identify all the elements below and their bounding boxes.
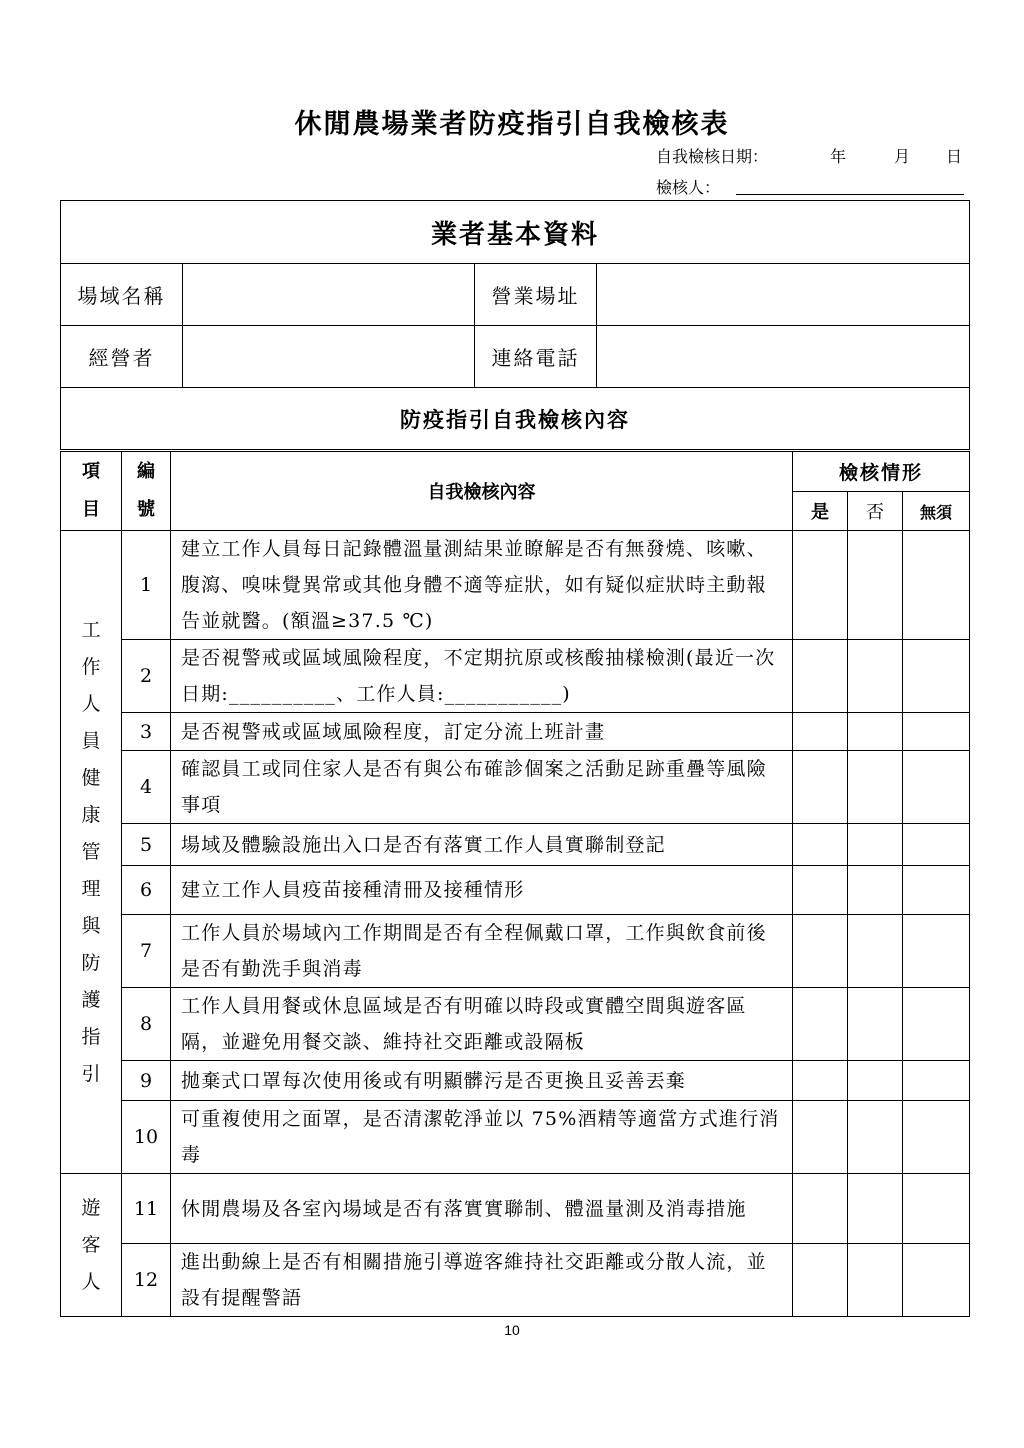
header-na: 無須 xyxy=(903,492,970,531)
field-name-label: 場域名稱 xyxy=(61,264,183,326)
date-day: 日 xyxy=(946,147,963,166)
category-char: 康 xyxy=(81,803,101,826)
category-char: 客 xyxy=(81,1233,101,1256)
category-char: 作 xyxy=(81,655,101,678)
item-text: 是否視警戒或區域風險程度，不定期抗原或核酸抽樣檢測(最近一次日期:__________、工作人員:___________) xyxy=(171,640,793,713)
item-text: 確認員工或同住家人是否有與公布確診個案之活動足跡重疊等風險事項 xyxy=(171,751,793,824)
check-yes[interactable] xyxy=(793,751,848,824)
inspector-line xyxy=(656,175,720,198)
item-text: 建立工作人員每日記錄體溫量測結果並瞭解是否有無發燒、咳嗽、腹瀉、嗅味覺異常或其他身體不適等症狀，如有疑似症狀時主動報告並就醫。(額溫≥37.5 ℃) xyxy=(171,531,793,640)
header-item-char-2: 目 xyxy=(82,499,100,520)
check-yes[interactable] xyxy=(793,713,848,751)
check-na[interactable] xyxy=(903,751,970,824)
item-number: 7 xyxy=(122,915,171,988)
date-month: 月 xyxy=(894,147,911,166)
check-yes[interactable] xyxy=(793,1101,848,1174)
check-no[interactable] xyxy=(848,1174,903,1244)
date-label: 自我檢核日期： xyxy=(656,147,769,166)
check-no[interactable] xyxy=(848,751,903,824)
content-heading: 防疫指引自我檢核內容 xyxy=(61,388,970,450)
header-item-char-1: 項 xyxy=(82,461,100,482)
header-item xyxy=(61,452,122,531)
check-no[interactable] xyxy=(848,866,903,915)
inspector-signature-line[interactable] xyxy=(736,194,964,195)
item-number: 8 xyxy=(122,988,171,1061)
date-year: 年 xyxy=(830,147,847,166)
category-char: 指 xyxy=(81,1025,101,1048)
field-address-label: 營業場址 xyxy=(475,264,597,326)
header-no: 否 xyxy=(848,492,903,531)
check-no[interactable] xyxy=(848,531,903,640)
check-na[interactable] xyxy=(903,915,970,988)
check-no[interactable] xyxy=(848,915,903,988)
check-yes[interactable] xyxy=(793,1174,848,1244)
check-no[interactable] xyxy=(848,1101,903,1174)
check-na[interactable] xyxy=(903,1101,970,1174)
header-number xyxy=(122,452,171,531)
category-char: 遊 xyxy=(81,1196,101,1219)
item-number: 1 xyxy=(122,531,171,640)
basic-info-table xyxy=(60,200,970,450)
header-status: 檢核情形 xyxy=(793,452,970,492)
item-text: 拋棄式口罩每次使用後或有明顯髒污是否更換且妥善丟棄 xyxy=(171,1061,793,1101)
check-yes[interactable] xyxy=(793,1244,848,1317)
item-number: 2 xyxy=(122,640,171,713)
check-yes[interactable] xyxy=(793,640,848,713)
field-phone-label: 連絡電話 xyxy=(475,326,597,388)
category-char: 工 xyxy=(81,618,101,641)
item-number: 6 xyxy=(122,866,171,915)
check-no[interactable] xyxy=(848,713,903,751)
check-yes[interactable] xyxy=(793,1061,848,1101)
item-number: 9 xyxy=(122,1061,171,1101)
check-yes[interactable] xyxy=(793,915,848,988)
item-number: 5 xyxy=(122,824,171,866)
check-yes[interactable] xyxy=(793,531,848,640)
field-name-value[interactable] xyxy=(183,264,475,326)
check-na[interactable] xyxy=(903,1244,970,1317)
item-number: 10 xyxy=(122,1101,171,1174)
page-title: 休閒農場業者防疫指引自我檢核表 xyxy=(294,109,730,140)
check-na[interactable] xyxy=(903,866,970,915)
check-no[interactable] xyxy=(848,824,903,866)
check-yes[interactable] xyxy=(793,988,848,1061)
checklist-table xyxy=(60,451,970,1317)
check-no[interactable] xyxy=(848,1244,903,1317)
header-number-char-1: 編 xyxy=(137,461,155,482)
item-text: 工作人員於場域內工作期間是否有全程佩戴口罩，工作與飲食前後是否有勤洗手與消毒 xyxy=(171,915,793,988)
category-char: 理 xyxy=(81,877,101,900)
header-yes: 是 xyxy=(793,492,848,531)
basic-info-heading: 業者基本資料 xyxy=(61,201,970,264)
item-text: 休閒農場及各室內場域是否有落實實聯制、體溫量測及消毒措施 xyxy=(171,1174,793,1244)
check-yes[interactable] xyxy=(793,866,848,915)
category-char: 人 xyxy=(81,692,101,715)
field-operator-label: 經營者 xyxy=(61,326,183,388)
field-operator-value[interactable] xyxy=(183,326,475,388)
field-address-value[interactable] xyxy=(597,264,970,326)
header-content: 自我檢核內容 xyxy=(171,452,793,531)
category-char: 管 xyxy=(81,840,101,863)
item-text: 建立工作人員疫苗接種清冊及接種情形 xyxy=(171,866,793,915)
item-text: 工作人員用餐或休息區域是否有明確以時段或實體空間與遊客區隔，並避免用餐交談、維持社交距離或設隔板 xyxy=(171,988,793,1061)
field-phone-value[interactable] xyxy=(597,326,970,388)
check-na[interactable] xyxy=(903,824,970,866)
inspector-label: 檢核人： xyxy=(656,178,721,197)
item-text: 可重複使用之面罩，是否清潔乾淨並以 75%酒精等適當方式進行消毒 xyxy=(171,1101,793,1174)
item-number: 4 xyxy=(122,751,171,824)
item-number: 12 xyxy=(122,1244,171,1317)
category-char: 健 xyxy=(81,766,101,789)
item-text: 場域及體驗設施出入口是否有落實工作人員實聯制登記 xyxy=(171,824,793,866)
page-number: 10 xyxy=(504,1322,520,1338)
check-no[interactable] xyxy=(848,988,903,1061)
check-na[interactable] xyxy=(903,1061,970,1101)
check-no[interactable] xyxy=(848,640,903,713)
item-number: 3 xyxy=(122,713,171,751)
category-char: 護 xyxy=(81,988,101,1011)
header-number-char-2: 號 xyxy=(137,499,155,520)
category-char: 與 xyxy=(81,914,101,937)
check-na[interactable] xyxy=(903,713,970,751)
item-number: 11 xyxy=(122,1174,171,1244)
category-char: 員 xyxy=(81,729,101,752)
check-no[interactable] xyxy=(848,1061,903,1101)
category-staff xyxy=(61,531,122,1174)
check-na[interactable] xyxy=(903,988,970,1061)
check-na[interactable] xyxy=(903,531,970,640)
check-na[interactable] xyxy=(903,1174,970,1244)
check-yes[interactable] xyxy=(793,824,848,866)
category-char: 防 xyxy=(81,951,101,974)
category-char: 人 xyxy=(81,1270,101,1293)
item-text: 是否視警戒或區域風險程度，訂定分流上班計畫 xyxy=(171,713,793,751)
item-text: 進出動線上是否有相關措施引導遊客維持社交距離或分散人流，並設有提醒警語 xyxy=(171,1244,793,1317)
check-na[interactable] xyxy=(903,640,970,713)
category-visitor xyxy=(61,1174,122,1317)
category-char: 引 xyxy=(81,1062,101,1085)
